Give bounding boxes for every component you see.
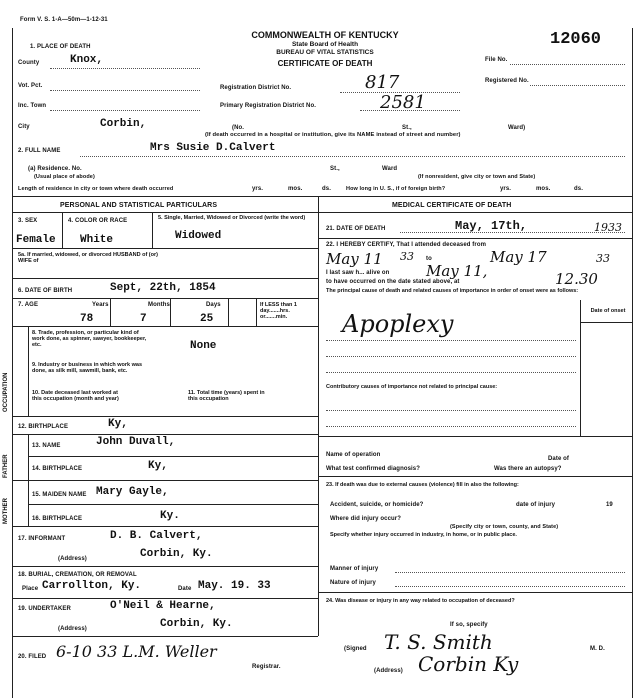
place-of-death-label: 1. PLACE OF DEATH bbox=[30, 44, 91, 50]
reg-district-value: 817 bbox=[365, 72, 400, 93]
signed-label: (Signed bbox=[344, 646, 367, 652]
inc-town-label: Inc. Town bbox=[18, 103, 47, 109]
primary-reg-value: 2581 bbox=[380, 92, 426, 113]
burial-date-label: Date bbox=[178, 586, 192, 592]
filed-value: 6-10 33 L.M. Weller bbox=[56, 642, 217, 661]
contributory-label: Contributory causes of importance not related to principal cause: bbox=[326, 384, 498, 390]
father-name-value: John Duvall, bbox=[96, 436, 176, 448]
how-long-label: How long in U. S., if of foreign birth? bbox=[346, 186, 446, 192]
burial18-label: 18. BURIAL, CREMATION, OR REMOVAL bbox=[18, 572, 137, 578]
medical-header: MEDICAL CERTIFICATE OF DEATH bbox=[392, 202, 512, 209]
yrs2-label: yrs. bbox=[500, 186, 512, 192]
days-label: Days bbox=[206, 302, 221, 308]
informant-address-value: Corbin, Ky. bbox=[140, 548, 213, 560]
ext-causes-label: 23. If death was due to external causes (violence) fill in also the following: bbox=[326, 482, 519, 488]
full-name-value: Mrs Susie D.Calvert bbox=[150, 142, 276, 154]
registered-no-label: Registered No. bbox=[485, 78, 529, 84]
birthplace12-label: 12. BIRTHPLACE bbox=[18, 424, 69, 430]
less-than-label: If LESS than 1 day.......hrs. or.......min. bbox=[260, 302, 297, 320]
autopsy-label: Was there an autopsy? bbox=[494, 466, 562, 472]
nature-injury-label: Nature of injury bbox=[330, 580, 376, 586]
certificate-number: 12060 bbox=[550, 30, 602, 49]
date-worked-label: 10. Date deceased last worked at this occupation (month and year) bbox=[32, 390, 119, 402]
personal-header: PERSONAL AND STATISTICAL PARTICULARS bbox=[60, 202, 218, 209]
header-line3: BUREAU OF VITAL STATISTICS bbox=[276, 49, 374, 56]
county-value: Knox, bbox=[70, 54, 104, 66]
primary-reg-label: Primary Registration District No. bbox=[220, 103, 316, 109]
mother-birthplace-value: Ky. bbox=[160, 510, 180, 522]
nonresident-label: (If nonresident, give city or town and State) bbox=[418, 174, 536, 180]
principal-cause-label: The principal cause of death and related causes of importance in order of onset were as follows: bbox=[326, 288, 579, 294]
form-id: Form V. S. 1-A—50m—1-12-31 bbox=[20, 17, 108, 23]
industry-label: 9. Industry or business in which work was done, as silk mill, sawmill, bank, etc. bbox=[32, 362, 143, 374]
header-line1: COMMONWEALTH OF KENTUCKY bbox=[251, 30, 399, 40]
header-line2: State Board of Health bbox=[291, 41, 359, 48]
informant-value: D. B. Calvert, bbox=[110, 530, 203, 542]
md-label: M. D. bbox=[590, 646, 605, 652]
certify-label: 22. I HEREBY CERTIFY, That I attended deceased from bbox=[326, 242, 487, 248]
vot-pct-label: Vot. Pct. bbox=[18, 83, 43, 89]
st-label: St., bbox=[402, 125, 412, 131]
marital-label: 5. Single, Married, Widowed or Divorced (write the word) bbox=[158, 215, 306, 221]
undertaker-value: O'Neil & Hearne, bbox=[110, 600, 216, 612]
total-time-label: 11. Total time (years) spent in this occupation bbox=[188, 390, 265, 402]
specify-industry-label: Specify whether injury occurred in industry, in home, or in public place. bbox=[330, 532, 517, 538]
occupation-side-label: OCCUPATION bbox=[3, 372, 9, 412]
mother-maiden-value: Mary Gayle, bbox=[96, 486, 169, 498]
mos-label: mos. bbox=[288, 186, 303, 192]
registrar-label: Registrar. bbox=[252, 664, 281, 670]
year19-label: 19 bbox=[606, 502, 613, 508]
birthplace-value: Ky, bbox=[108, 418, 128, 430]
maiden15-label: 15. MAIDEN NAME bbox=[32, 492, 87, 498]
attended-from-year: 33 bbox=[400, 250, 414, 263]
age-months-value: 7 bbox=[140, 313, 147, 325]
signed-address-label: (Address) bbox=[374, 668, 403, 674]
no-label: (No. bbox=[232, 125, 245, 131]
name-operation-label: Name of operation bbox=[326, 452, 381, 458]
hospital-note: (If death occurred in a hospital or institution, give its NAME instead of street and number) bbox=[205, 132, 461, 138]
burial-date-value: May. 19. 33 bbox=[198, 580, 271, 592]
accident-label: Accident, suicide, or homicide? bbox=[330, 502, 424, 508]
mother-side-label: MOTHER bbox=[3, 498, 9, 524]
specify-city-label: (Specify city or town, county, and State) bbox=[450, 524, 559, 530]
right-border bbox=[632, 28, 633, 698]
filed20-label: 20. FILED bbox=[18, 654, 47, 660]
months-label: Months bbox=[148, 302, 170, 308]
where-injury-label: Where did injury occur? bbox=[330, 516, 401, 522]
dob-label: 6. DATE OF BIRTH bbox=[18, 288, 73, 294]
birthplace14-label: 14. BIRTHPLACE bbox=[32, 466, 83, 472]
sex-label: 3. SEX bbox=[18, 218, 38, 224]
color-value: White bbox=[80, 234, 114, 246]
dob-value: Sept, 22th, 1854 bbox=[110, 282, 216, 294]
death-year-value: 1933 bbox=[594, 221, 622, 234]
attended-from-value: May 11 bbox=[326, 250, 383, 268]
place-label: Place bbox=[22, 586, 39, 592]
mos2-label: mos. bbox=[536, 186, 551, 192]
date-of-label: Date of bbox=[548, 456, 570, 462]
spouse-label: 5a. If married, widowed, or divorced HUSBAND of (or) WIFE of bbox=[18, 252, 158, 264]
age-days-value: 25 bbox=[200, 313, 214, 325]
undertaker19-label: 19. UNDERTAKER bbox=[18, 606, 71, 612]
signed-address-value: Corbin Ky bbox=[418, 652, 519, 676]
death-said-label: to have occurred on the date stated above, at bbox=[326, 279, 460, 285]
file-no-label: File No. bbox=[485, 57, 508, 63]
ds-label: ds. bbox=[322, 186, 331, 192]
trade-label: 8. Trade, profession, or particular kind of work done, as spinner, sawyer, bookkeeper, etc. bbox=[32, 330, 147, 348]
reg-district-label: Registration District No. bbox=[220, 85, 292, 91]
cause-value: Apoplexy bbox=[342, 310, 454, 338]
full-name-label: 2. FULL NAME bbox=[18, 148, 61, 154]
attended-to-year: 33 bbox=[596, 252, 610, 265]
date-of-onset-label: Date of onset bbox=[590, 308, 626, 314]
disease24-label: 24. Was disease or injury in any way related to occupation of deceased? bbox=[326, 598, 515, 604]
age-years-value: 78 bbox=[80, 313, 94, 325]
birthplace16-label: 16. BIRTHPLACE bbox=[32, 516, 83, 522]
color-label: 4. COLOR OR RACE bbox=[68, 218, 128, 224]
undertaker-address-label: (Address) bbox=[58, 626, 87, 632]
city-value: Corbin, bbox=[100, 118, 147, 130]
if-so-label: If so, specify bbox=[450, 622, 488, 628]
date-of-death-label: 21. DATE OF DEATH bbox=[326, 226, 386, 232]
last-saw-value: May 11, bbox=[426, 262, 488, 280]
years-label: Years bbox=[92, 302, 109, 308]
usual-place-label: (Usual place of abode) bbox=[34, 174, 95, 180]
age-label: 7. AGE bbox=[18, 302, 39, 308]
father-birthplace-value: Ky, bbox=[148, 460, 168, 472]
death-time-value: 12.30 bbox=[555, 270, 598, 288]
city-label: City bbox=[18, 124, 30, 130]
undertaker-address-value: Corbin, Ky. bbox=[160, 618, 233, 630]
ward-label: Ward) bbox=[508, 125, 526, 131]
last-saw-label: I last saw h... alive on bbox=[326, 270, 390, 276]
marital-value: Widowed bbox=[175, 230, 222, 242]
date-injury-label: date of injury bbox=[516, 502, 556, 508]
st2-label: St., bbox=[330, 166, 340, 172]
informant17-label: 17. INFORMANT bbox=[18, 536, 66, 542]
attended-to-value: May 17 bbox=[490, 248, 547, 266]
name13-label: 13. NAME bbox=[32, 443, 61, 449]
length-res-label: Length of residence in city or town where death occurred bbox=[18, 186, 174, 192]
informant-address-label: (Address) bbox=[58, 556, 87, 562]
to-label: to bbox=[426, 256, 432, 262]
burial-place-value: Carrollton, Ky. bbox=[42, 580, 142, 592]
occupation-value: None bbox=[190, 340, 217, 352]
yrs-label: yrs. bbox=[252, 186, 264, 192]
county-label: County bbox=[18, 60, 40, 66]
manner-injury-label: Manner of injury bbox=[330, 566, 379, 572]
ds2-label: ds. bbox=[574, 186, 583, 192]
header-line4: CERTIFICATE OF DEATH bbox=[277, 59, 373, 68]
test-confirmed-label: What test confirmed diagnosis? bbox=[326, 466, 421, 472]
signed-value: T. S. Smith bbox=[384, 630, 493, 654]
residence-label: (a) Residence. No. bbox=[28, 166, 82, 172]
father-side-label: FATHER bbox=[3, 454, 9, 478]
center-divider bbox=[318, 196, 319, 636]
sex-value: Female bbox=[16, 234, 56, 246]
ward2-label: Ward bbox=[382, 166, 398, 172]
date-of-death-value: May, 17th, bbox=[455, 219, 528, 233]
